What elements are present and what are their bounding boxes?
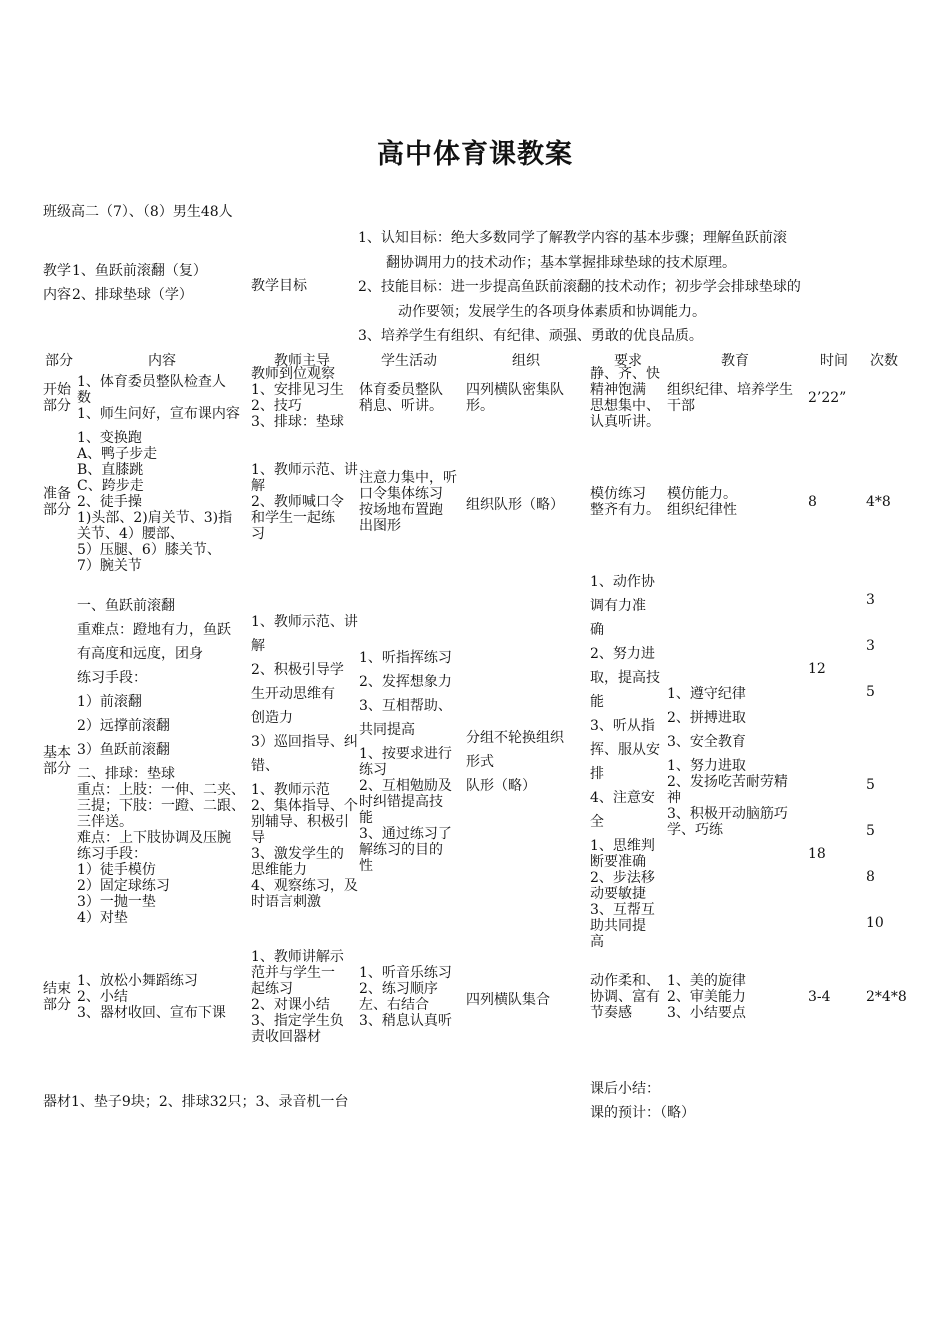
text-line: 练习手段： bbox=[77, 670, 147, 686]
start-org bbox=[466, 382, 564, 414]
text-line: 1、教师示范、讲 bbox=[251, 462, 358, 478]
text-line: 时纠错提高技 bbox=[359, 794, 443, 810]
post-class-summary: 课后小结： bbox=[590, 1081, 660, 1097]
text-line: 3、安全教育 bbox=[667, 734, 746, 750]
text-line: 5）压腿、6）膝关节、 bbox=[77, 542, 221, 558]
text-line: A、鸭子步走 bbox=[77, 446, 158, 462]
basic-org bbox=[466, 726, 564, 798]
start-req bbox=[590, 366, 660, 430]
text-line: 3、排球：垫球 bbox=[251, 414, 344, 430]
text-line: 部分 bbox=[43, 761, 71, 777]
text-line: 组织纪律、培养学生 bbox=[667, 382, 793, 398]
text-line: 2、教师喊口令 bbox=[251, 494, 344, 510]
text-line: 有高度和远度，团身 bbox=[77, 646, 203, 662]
text-line: B、直膝跳 bbox=[77, 462, 144, 478]
text-line: 2）固定球练习 bbox=[77, 878, 170, 894]
text-line: 和学生一起练 bbox=[251, 510, 335, 526]
end-student bbox=[359, 965, 452, 1029]
text-line: 时语言刺激 bbox=[251, 894, 321, 910]
part-label bbox=[43, 382, 71, 414]
text-line: 三提；下肢：一蹬、二跟、 bbox=[77, 798, 245, 814]
text-line: 3）一抛一垫 bbox=[77, 894, 156, 910]
text-line: 解 bbox=[251, 478, 265, 494]
header-part: 部分 bbox=[45, 353, 73, 369]
text-line: 一、鱼跃前滚翻 bbox=[77, 598, 175, 614]
text-line: 部分 bbox=[43, 997, 71, 1013]
part-label bbox=[43, 486, 71, 518]
basic-time-a: 12 bbox=[808, 661, 826, 677]
start-student bbox=[359, 382, 443, 414]
text-line: 重难点：蹬地有力，鱼跃 bbox=[77, 622, 231, 638]
text-line: 取，提高技 bbox=[590, 670, 660, 686]
text-line: 2、小结 bbox=[77, 989, 128, 1005]
goal-line: 翻协调用力的技术动作；基本掌握排球垫球的技术原理。 bbox=[386, 254, 736, 271]
text-line: 精神饱满 bbox=[590, 382, 646, 398]
basic-count: 5 bbox=[866, 823, 875, 839]
text-line: 性 bbox=[359, 858, 373, 874]
basic-count: 3 bbox=[866, 592, 875, 608]
text-line: 1、教师讲解示 bbox=[251, 949, 344, 965]
text-line: 准备 bbox=[43, 486, 71, 502]
header-req: 要求 bbox=[614, 353, 642, 369]
text-line: 1、按要求进行 bbox=[359, 746, 452, 762]
text-line: 1)头部、2)肩关节、3)指 bbox=[77, 510, 233, 526]
text-line: 静、齐、快 bbox=[590, 366, 660, 382]
basic-time-b: 18 bbox=[808, 846, 826, 862]
text-line: C、跨步走 bbox=[77, 478, 144, 494]
text-line: 思维能力 bbox=[251, 862, 307, 878]
text-line: 1）前滚翻 bbox=[77, 694, 142, 710]
prep-org: 组织队形（略） bbox=[466, 497, 564, 513]
text-line: 教师到位观察 bbox=[251, 366, 335, 382]
text-line: 别辅导、积极引 bbox=[251, 814, 349, 830]
text-line: 生开动思维有 bbox=[251, 686, 335, 702]
basic-req-b bbox=[590, 838, 655, 950]
text-line: 稍息、听讲。 bbox=[359, 398, 443, 414]
text-line: 2、积极引导学 bbox=[251, 662, 344, 678]
text-line: 难点：上下肢协调及压腕 bbox=[77, 830, 231, 846]
text-line: 按场地布置跑 bbox=[359, 502, 443, 518]
text-line: 结束 bbox=[43, 981, 71, 997]
basic-count: 5 bbox=[866, 777, 875, 793]
text-line: 解练习的目的 bbox=[359, 842, 443, 858]
goal-line: 3、培养学生有组织、有纪律、顽强、勇敢的优良品质。 bbox=[358, 328, 703, 344]
goal-line: 1、认知目标：绝大多数同学了解教学内容的基本步骤；理解鱼跃前滚 bbox=[358, 230, 787, 246]
text-line: 二、排球：垫球 bbox=[77, 766, 175, 782]
end-content bbox=[77, 973, 226, 1021]
text-line: 思想集中、 bbox=[590, 398, 660, 414]
text-line: 1、遵守纪律 bbox=[667, 686, 746, 702]
text-line: 学、巧练 bbox=[667, 822, 723, 838]
text-line: 挥、服从安 bbox=[590, 742, 660, 758]
basic-count: 8 bbox=[866, 869, 875, 885]
text-line: 口令集体练习 bbox=[359, 486, 443, 502]
text-line: 1、教师示范、讲 bbox=[251, 614, 358, 630]
text-line: 1、思维判 bbox=[590, 838, 655, 854]
text-line: 解 bbox=[251, 638, 265, 654]
end-count: 2*4*8 bbox=[866, 989, 907, 1005]
text-line: 干部 bbox=[667, 398, 695, 414]
end-time: 3-4 bbox=[808, 989, 831, 1005]
text-line: 四列横队密集队 bbox=[466, 382, 564, 398]
prep-teacher bbox=[251, 462, 358, 542]
text-line: 断要准确 bbox=[590, 854, 646, 870]
text-line: 基本 bbox=[43, 745, 71, 761]
text-line: 整齐有力。 bbox=[590, 502, 660, 518]
text-line: 1、变换跑 bbox=[77, 430, 142, 446]
end-edu bbox=[667, 973, 746, 1021]
text-line: 2、步法移 bbox=[590, 870, 655, 886]
start-teacher bbox=[251, 366, 344, 430]
text-line: 高 bbox=[590, 934, 604, 950]
basic-content-a bbox=[77, 594, 231, 762]
header-student: 学生活动 bbox=[381, 353, 437, 369]
prep-student bbox=[359, 470, 457, 534]
basic-student-b bbox=[359, 746, 452, 874]
class-info: 班级高二（7）、（8）男生48人 bbox=[43, 204, 233, 220]
end-req bbox=[590, 973, 660, 1021]
header-teacher: 教师主导 bbox=[274, 353, 330, 369]
goal-line: 2、技能目标：进一步提高鱼跃前滚翻的技术动作；初步学会排球垫球的 bbox=[358, 279, 801, 295]
basic-edu-a bbox=[667, 682, 746, 754]
text-line: 2）远撑前滚翻 bbox=[77, 718, 170, 734]
text-line: 全 bbox=[590, 814, 604, 830]
text-line: 3、器材收回、宣布下课 bbox=[77, 1005, 226, 1021]
text-line: 1、美的旋律 bbox=[667, 973, 746, 989]
label-line: 内容 bbox=[43, 287, 71, 303]
teaching-content-label bbox=[43, 259, 71, 307]
header-org: 组织 bbox=[512, 353, 540, 369]
start-time: 2’22” bbox=[808, 390, 847, 406]
text-line: 认真听讲。 bbox=[590, 414, 660, 430]
basic-req-a bbox=[590, 570, 660, 834]
text-line: 能 bbox=[590, 694, 604, 710]
text-line: 2、发扬吃苦耐劳精 bbox=[667, 774, 788, 790]
text-line: 关节、4）腰部、 bbox=[77, 526, 184, 542]
text-line: 3、听从指 bbox=[590, 718, 655, 734]
text-line: 2、集体指导、个 bbox=[251, 798, 358, 814]
text-line: 2、拼搏进取 bbox=[667, 710, 746, 726]
teaching-content-items bbox=[72, 259, 207, 307]
class-estimate: 课的预计：（略） bbox=[590, 1105, 695, 1121]
text-line: 3、积极开动脑筋巧 bbox=[667, 806, 788, 822]
basic-edu-b bbox=[667, 758, 788, 838]
basic-count: 3 bbox=[866, 638, 875, 654]
basic-count: 5 bbox=[866, 684, 875, 700]
text-line: 2、努力进 bbox=[590, 646, 655, 662]
text-line: 能 bbox=[359, 810, 373, 826]
header-count: 次数 bbox=[870, 353, 898, 369]
equipment: 器材1、垫子9块；2、排球32只；3、录音机一台 bbox=[43, 1094, 349, 1110]
prep-count: 4*8 bbox=[866, 494, 891, 510]
text-line: 导 bbox=[251, 830, 265, 846]
text-line: 2、徒手操 bbox=[77, 494, 142, 510]
prep-edu bbox=[667, 486, 737, 518]
text-line: 形式 bbox=[466, 754, 494, 770]
text-line: 2、发挥想象力 bbox=[359, 674, 452, 690]
text-line: 3、指定学生负 bbox=[251, 1013, 344, 1029]
text-line: 调有力准 bbox=[590, 598, 646, 614]
page-title: 高中体育课教案 bbox=[377, 139, 573, 170]
text-line: 3、稍息认真听 bbox=[359, 1013, 452, 1029]
text-line: 2、技巧 bbox=[251, 398, 302, 414]
text-line: 队形（略） bbox=[466, 778, 536, 794]
text-line: 范并与学生一 bbox=[251, 965, 335, 981]
text-line: 1、安排见习生 bbox=[251, 382, 344, 398]
text-line: 2、对课小结 bbox=[251, 997, 330, 1013]
text-line: 1、听指挥练习 bbox=[359, 650, 452, 666]
text-line: 形。 bbox=[466, 398, 494, 414]
text-line: 创造力 bbox=[251, 710, 293, 726]
text-line: 3、小结要点 bbox=[667, 1005, 746, 1021]
text-line: 1、努力进取 bbox=[667, 758, 746, 774]
text-line: 4、观察练习，及 bbox=[251, 878, 358, 894]
basic-count: 10 bbox=[866, 915, 884, 931]
text-line: 3）巡回指导、纠 bbox=[251, 734, 358, 750]
teaching-goals bbox=[358, 226, 801, 349]
text-line: 左、右结合 bbox=[359, 997, 429, 1013]
end-org: 四列横队集合 bbox=[466, 992, 550, 1008]
text-line: 数 bbox=[77, 390, 91, 406]
goal-line: 动作要领；发展学生的各项身体素质和协调能力。 bbox=[398, 303, 706, 320]
text-line: 4）对垫 bbox=[77, 910, 128, 926]
start-content bbox=[77, 374, 240, 422]
text-line: 4、注意安 bbox=[590, 790, 655, 806]
content-item: 2、排球垫球（学） bbox=[72, 287, 193, 303]
header-time: 时间 bbox=[820, 353, 848, 369]
basic-content-b bbox=[77, 766, 245, 926]
text-line: 分组不轮换组织 bbox=[466, 730, 564, 746]
text-line: 协调、富有 bbox=[590, 989, 660, 1005]
basic-teacher-a bbox=[251, 610, 358, 778]
label-line: 教学 bbox=[43, 263, 71, 279]
basic-teacher-b bbox=[251, 782, 358, 910]
part-label bbox=[43, 745, 71, 777]
part-label bbox=[43, 981, 71, 1013]
text-line: 部分 bbox=[43, 398, 71, 414]
text-line: 模仿能力。 bbox=[667, 486, 737, 502]
text-line: 2、练习顺序 bbox=[359, 981, 438, 997]
text-line: 起练习 bbox=[251, 981, 293, 997]
text-line: 习 bbox=[251, 526, 265, 542]
text-line: 节奏感 bbox=[590, 1005, 632, 1021]
text-line: 错、 bbox=[251, 758, 279, 774]
text-line: 注意力集中，听 bbox=[359, 470, 457, 486]
text-line: 开始 bbox=[43, 382, 71, 398]
text-line: 1、听音乐练习 bbox=[359, 965, 452, 981]
text-line: 确 bbox=[590, 622, 604, 638]
text-line: 1、师生问好，宣布课内容 bbox=[77, 406, 240, 422]
text-line: 助共同提 bbox=[590, 918, 646, 934]
text-line: 7）腕关节 bbox=[77, 558, 142, 574]
content-item: 1、鱼跃前滚翻（复） bbox=[72, 263, 207, 279]
teaching-goal-label: 教学目标 bbox=[251, 278, 307, 294]
text-line: 3、激发学生的 bbox=[251, 846, 344, 862]
text-line: 3）鱼跃前滚翻 bbox=[77, 742, 170, 758]
text-line: 责收回器材 bbox=[251, 1029, 321, 1045]
text-line: 3、互相帮助、 bbox=[359, 698, 452, 714]
text-line: 动作柔和、 bbox=[590, 973, 660, 989]
text-line: 动要敏捷 bbox=[590, 886, 646, 902]
text-line: 1、体育委员整队检查人 bbox=[77, 374, 226, 390]
start-edu bbox=[667, 382, 793, 414]
text-line: 模仿练习 bbox=[590, 486, 646, 502]
text-line: 重点：上肢：一伸、二夹、 bbox=[77, 782, 245, 798]
text-line: 练习 bbox=[359, 762, 387, 778]
header-edu: 教育 bbox=[721, 353, 749, 369]
header-content: 内容 bbox=[148, 353, 176, 369]
text-line: 体育委员整队 bbox=[359, 382, 443, 398]
text-line: 部分 bbox=[43, 502, 71, 518]
text-line: 2、互相勉励及 bbox=[359, 778, 452, 794]
text-line: 2、审美能力 bbox=[667, 989, 746, 1005]
text-line: 排 bbox=[590, 766, 604, 782]
end-teacher bbox=[251, 949, 344, 1045]
text-line: 出图形 bbox=[359, 518, 401, 534]
prep-req bbox=[590, 486, 660, 518]
text-line: 共同提高 bbox=[359, 722, 415, 738]
text-line: 1、教师示范 bbox=[251, 782, 330, 798]
text-line: 练习手段： bbox=[77, 846, 147, 862]
text-line: 组织纪律性 bbox=[667, 502, 737, 518]
prep-time: 8 bbox=[808, 494, 817, 510]
text-line: 3、通过练习了 bbox=[359, 826, 452, 842]
text-line: 1、放松小舞蹈练习 bbox=[77, 973, 198, 989]
text-line: 三伴送。 bbox=[77, 814, 133, 830]
text-line: 1）徒手模仿 bbox=[77, 862, 156, 878]
basic-student-a bbox=[359, 646, 452, 742]
prep-content bbox=[77, 430, 232, 574]
text-line: 神 bbox=[667, 790, 681, 806]
text-line: 3、互帮互 bbox=[590, 902, 655, 918]
text-line: 1、动作协 bbox=[590, 574, 655, 590]
